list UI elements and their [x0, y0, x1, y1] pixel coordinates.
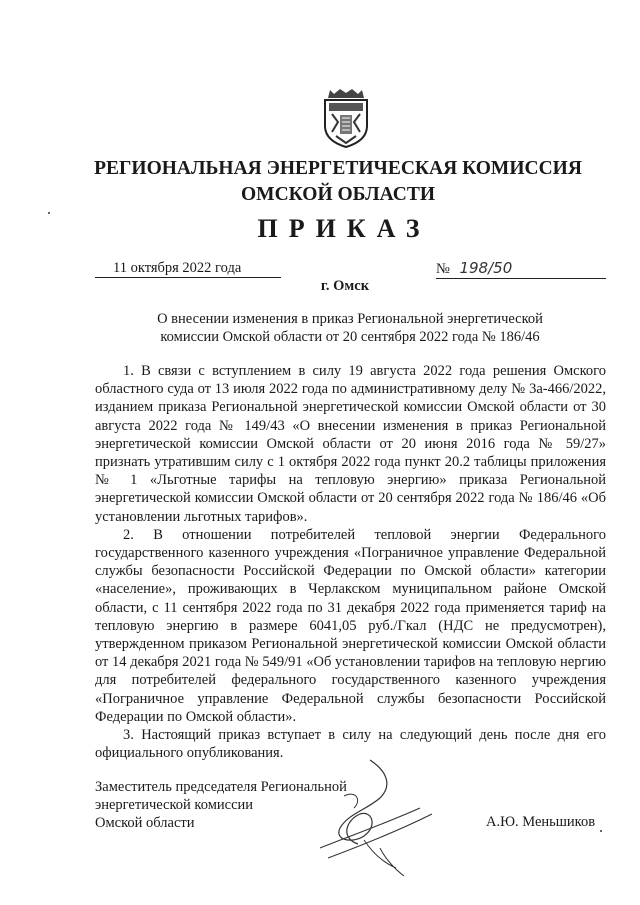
signatory-name: А.Ю. Меньшиков: [486, 814, 596, 830]
document-number: [436, 259, 606, 279]
scan-speck: [600, 830, 602, 832]
agency-name: [0, 156, 640, 208]
document-body: [95, 362, 606, 762]
scan-speck: [48, 212, 50, 214]
signatory-role-line1: Заместитель председателя Региональной: [95, 779, 347, 795]
paragraph-1: 1. В связи с вступлением в силу 19 августа 2022 года решения Омского областного суда от 13 июля 2022 года по административному делу № 3а-466/2022, изданием приказа Региональной энергетической комиссии Омской области от 30 августа 2022 года № 149/43 «О внесении изменения в приказ Региональной энергетической комиссии Омской области от 20 июня 2016 года № 59/27» признать утратившим силу с 1 октября 2022 года пункт 20.2 таблицы приложения № 1 «Льготные тарифы на тепловую энергию» приказа Региональной энергетической комиссии Омской области от 20 сентября 2022 года № 186/46 «Об установлении льготных тарифов».: [95, 363, 606, 525]
document-city: г. Омск: [320, 278, 370, 294]
coat-of-arms-icon: [322, 88, 370, 148]
subject-line2: комиссии Омской области от 20 сентября 2022 года № 186/46: [160, 329, 540, 345]
document-subject: [0, 310, 640, 346]
document-number-label: №: [436, 261, 450, 277]
paragraph-2: 2. В отношении потребителей тепловой энергии Федерального государственного казенного учреждения «Пограничное управление Федеральной службы безопасности Российской Федерации по Омской области» категории «население», проживающих в Черлакском муниципальном районе Омской области, с 11 сентября 2022 года по 31 декабря 2022 года применяется тариф на тепловую энергию в размере 6041,05 руб./Гкал (НДС не предусмотрен), утвержденном приказом Региональной энергетической комиссии Омской области от 14 декабря 2021 года № 549/91 «Об установлении тарифов на тепловую нергию для потребителей федерального государственного казенного учреждения «Пограничное управление Федеральной службы безопасности Российской Федерации по Омской области».: [95, 526, 606, 725]
document-number-value: 198/50: [459, 259, 513, 277]
paragraph-3: 3. Настоящий приказ вступает в силу на следующий день после дня его официального опубликования.: [95, 727, 606, 762]
subject-line1: О внесении изменения в приказ Региональной энергетической: [157, 311, 543, 327]
document-date: 11 октября 2022 года: [95, 259, 281, 278]
agency-name-line2: ОМСКОЙ ОБЛАСТИ: [241, 184, 435, 205]
document-type-title: ПРИКАЗ: [257, 214, 431, 243]
agency-name-line1: РЕГИОНАЛЬНАЯ ЭНЕРГЕТИЧЕСКАЯ КОМИССИЯ: [94, 158, 582, 179]
handwritten-signature: [300, 752, 445, 882]
signatory-role-line2: энергетической комиссии: [95, 797, 254, 813]
signatory-role-line3: Омской области: [95, 815, 195, 831]
